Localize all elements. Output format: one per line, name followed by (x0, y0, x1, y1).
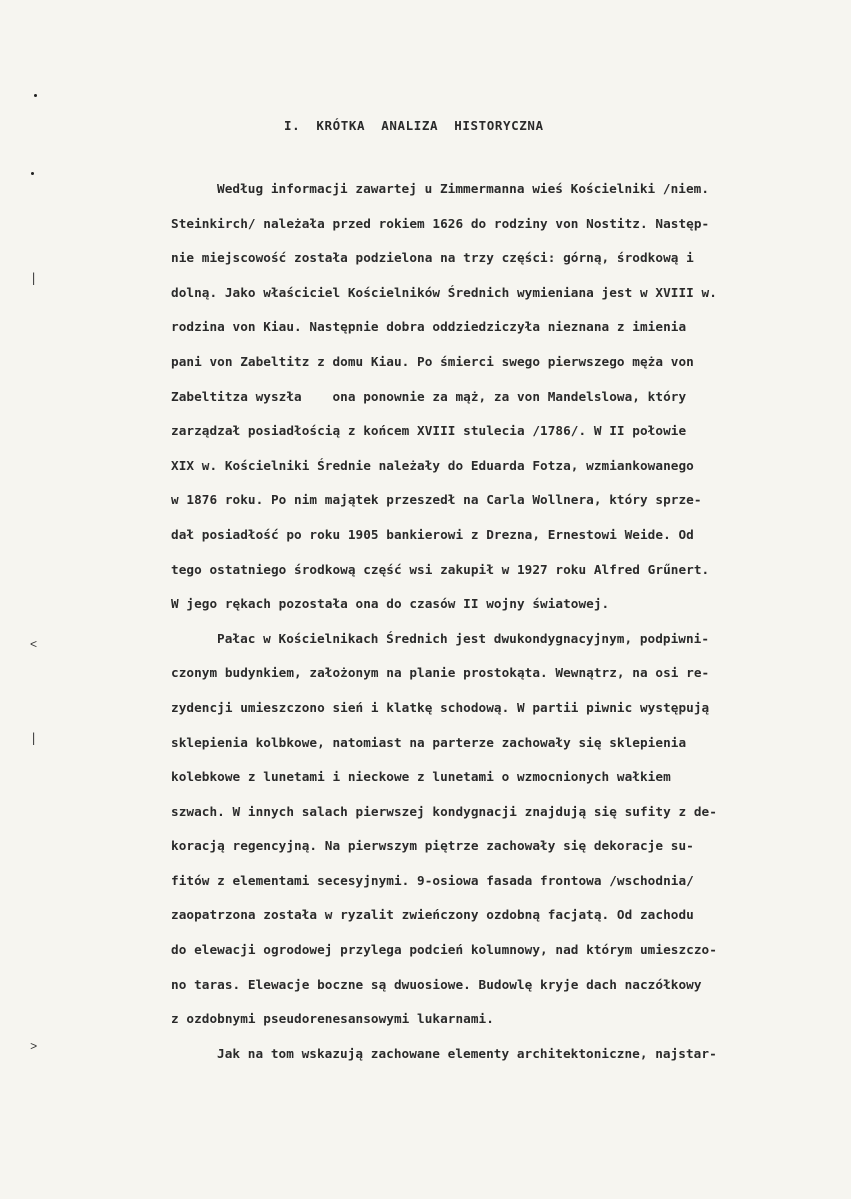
margin-tick-mark: | (30, 731, 38, 745)
text-line: pani von Zabeltitz z domu Kiau. Po śmierci swego pierwszego męża von (171, 353, 694, 369)
text-line: tego ostatniego środkową część wsi zakupił w 1927 roku Alfred Grűnert. (171, 561, 710, 577)
text-line: Pałac w Kościelnikach Średnich jest dwukondygnacyjnym, podpiwni- (217, 630, 710, 646)
text-line: do elewacji ogrodowej przylega podcień kolumnowy, nad którym umieszczo- (171, 942, 717, 958)
text-line: dolną. Jako właściciel Kościelników Średnich wymieniana jest w XVIII w. (171, 284, 717, 300)
text-line: zydencji umieszczono sień i klatkę schodową. W partii piwnic występują (171, 699, 710, 715)
text-line: nie miejscowość została podzielona na trzy części: górną, środkową i (171, 250, 694, 266)
text-line: kolebkowe z lunetami i nieckowe z lunetami o wzmocnionych wałkiem (171, 769, 671, 785)
text-line: Jak na tom wskazują zachowane elementy architektoniczne, najstar- (217, 1045, 717, 1061)
section-heading: I. KRÓTKA ANALIZA HISTORYCZNA (284, 118, 544, 133)
text-line: w 1876 roku. Po nim majątek przeszedł na Carla Wollnera, który sprze- (171, 492, 702, 508)
text-line: dał posiadłość po roku 1905 bankierowi z Drezna, Ernestowi Weide. Od (171, 526, 694, 542)
text-line: z ozdobnymi pseudorenesansowymi lukarnami. (171, 1011, 494, 1027)
binding-hole-mark (31, 172, 34, 175)
text-line: Zabeltitza wyszła ona ponownie za mąż, za von Mandelslowa, który (171, 388, 687, 404)
text-line: koracją regencyjną. Na pierwszym piętrze zachowały się dekoracje su- (171, 838, 694, 854)
document-body (171, 172, 791, 1071)
margin-tick-mark: | (30, 271, 38, 285)
text-line: zaopatrzona została w ryzalit zwieńczony ozdobną facjatą. Od zachodu (171, 907, 694, 923)
text-line: Steinkirch/ należała przed rokiem 1626 do rodziny von Nostitz. Następ- (171, 215, 710, 231)
text-line: szwach. W innych salach pierwszej kondygnacji znajdują się sufity z de- (171, 803, 717, 819)
text-line: rodzina von Kiau. Następnie dobra oddziedziczyła nieznana z imienia (171, 319, 687, 335)
margin-tick-mark: ˂ (30, 637, 38, 651)
text-line: fitów z elementami secesyjnymi. 9-osiowa fasada frontowa /wschodnia/ (171, 872, 694, 888)
text-line: zarządzał posiadłością z końcem XVIII stulecia /1786/. W II połowie (171, 423, 687, 439)
margin-tick-mark: ˃ (30, 1039, 38, 1053)
text-line: Według informacji zawartej u Zimmermanna wieś Kościelniki /niem. (217, 181, 710, 196)
text-line: no taras. Elewacje boczne są dwuosiowe. Budowlę kryje dach naczółkowy (171, 976, 702, 992)
text-line: czonym budynkiem, założonym na planie prostokąta. Wewnątrz, na osi re- (171, 665, 710, 681)
binding-hole-mark (34, 94, 37, 97)
text-line: W jego rękach pozostała ona do czasów II wojny światowej. (171, 596, 610, 612)
text-line: sklepienia kolbkowe, natomiast na parterze zachowały się sklepienia (171, 734, 687, 750)
text-line: XIX w. Kościelniki Średnie należały do Eduarda Fotza, wzmiankowanego (171, 457, 694, 473)
